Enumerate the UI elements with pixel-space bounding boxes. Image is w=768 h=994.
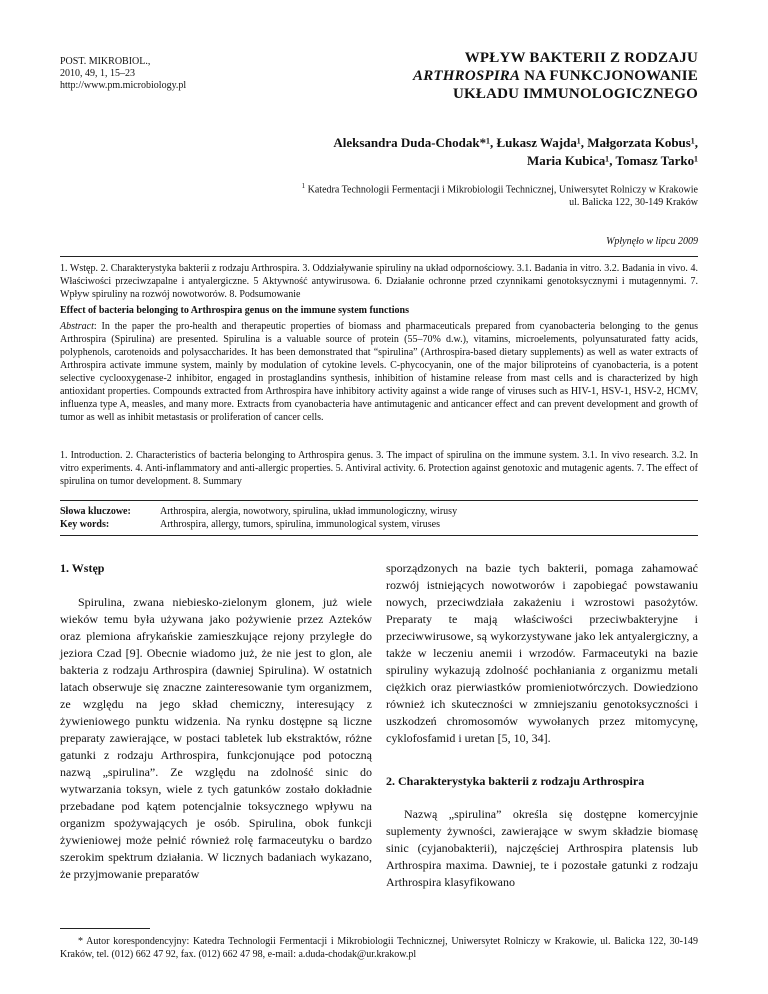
abstract-label: Abstract (60, 321, 94, 332)
title-genus: ARTHROSPIRA (412, 68, 521, 84)
title-line-3: UKŁADU IMMUNOLOGICZNEGO (452, 86, 698, 102)
title-line-2-rest: NA FUNKCJONOWANIE (520, 68, 698, 84)
right-column-paragraph: sporządzonych na bazie tych bakterii, pomaga zahamować rozwój istniejących nowotworów i zapobiegać powstawaniu nowych, przeciwdziała zakażeniu i wzrostowi pasożytów. Preparaty te mają właściwości przeciwbakteryjne i przeciwwirusowe, są wykorzystywane jako lek antyalergiczny, a także w leczeniu anemii i wrzodów. Farmaceutyki na bazie spiruliny wykazują zdolność pochłaniania z organizmu metali ciężkich oraz pierwiastków promieniotwórczych. Dowiedziono również ich skuteczności w zmniejszaniu genotoksyczności i uszkodzeń chromosomów wywołanych przez mitomycynę, cyklofosfamid i uretan [5, 10, 34]. (386, 561, 698, 745)
divider-keywords-top (60, 500, 698, 501)
keywords-en-row (60, 518, 457, 531)
affiliation-text: Katedra Technologii Fermentacji i Mikrobiologii Technicznej, Uniwersytet Rolniczy w Krakowie (307, 184, 698, 196)
section-1-heading: 1. Wstęp (60, 561, 105, 575)
keywords-pl-row (60, 505, 457, 518)
keywords-en-label: Key words: (60, 519, 110, 530)
divider-keywords-bottom (60, 535, 698, 536)
title-line-2 (338, 67, 698, 85)
section-1-paragraph: Spirulina, zwana niebiesko-zielonym glonem, już wiele wieków temu była używana jako pożywienie przez Azteków oraz plemiona afrykańskie zamieszkujące rejony przyległe do jeziora Czad [9]. Obecnie wiadomo już, że nie jest to glon, ale bakteria z rodzaju Arthrospira (dawniej Spirulina). W ostatnich latach obserwuje się znaczne zainteresowanie tym organizmem, ze względu na jego skład chemiczny, interesujący z żywieniowego punktu widzenia. Na rynku dostępne są liczne preparaty zawierające, w postaci tabletek lub ekstraktów, różne gatunki z rodzaju Arthrospira, funkcjonujące pod potoczną nazwą „spirulina”. Ze względu na zdolność sinic do wytwarzania toksyn, wiele z tych gatunków zostało dokładnie przebadane pod kątem potencjalnie toksycznego wpływu na organizm spożywających je osób. Spirulina, obok funkcji żywieniowej może pełnić również rolę farmaceutyku o bardzo szerokim spektrum działania. W licznych badaniach wykazano, że przyjmowanie preparatów (60, 595, 372, 881)
article-title (338, 49, 698, 103)
authors-line-2: Maria Kubica¹, Tomasz Tarko¹ (526, 153, 698, 168)
affiliation (138, 180, 698, 209)
authors-line-1: Aleksandra Duda-Chodak*¹, Łukasz Wajda¹, Małgorzata Kobus¹, (333, 135, 698, 150)
affiliation-line-1 (138, 180, 698, 196)
abstract-text: : In the paper the pro-health and therapeutic properties of biomass and pharmaceuticals prepared from cyanobacteria belonging to the genus Arthrospira (Spirulina) are presented. Spirulina is a valuable source of protein (55–70% d.w.), vitamins, microelements, polyunsaturated fatty acids, polyphenols, carotenoids and polysaccharides. It has been demonstrated that “spirulina” (Arthrospira-based dietary supplements) as well as water extracts of Arthrospira activate immune system, mainly by modulation of cytokine levels. C-phycocyanin, one of the major biliproteins of cyanobacteria, is a potent selective cyclooxygenase-2 inhibitor, engaged in prostaglandins synthesis, inhibition of histamine release from mast cells and is characterized by high antioxidant properties. Compounds extracted from Arthrospira have inhibitory activity against a wide range of viruses such as HIV-1, HSV-1, HSV-2, HCMV, influenza type A, measles, and many more. Extracts from cyanobacteria have antimutagenic and anticancer effect and can prevent development and growth of tumor as well as inhibit metastasis or proliferation of cancer cells. (60, 321, 698, 423)
column-left (60, 560, 372, 883)
title-line-1: WPŁYW BAKTERII Z RODZAJU (464, 50, 698, 66)
keywords-pl-label: Słowa kluczowe: (60, 506, 131, 517)
journal-url[interactable]: http://www.pm.microbiology.pl (60, 80, 187, 91)
journal-name: POST. MIKROBIOL., (60, 56, 151, 67)
abstract (60, 320, 698, 424)
keywords (60, 505, 457, 531)
footnote-divider (60, 928, 150, 929)
affiliation-marker: 1 (301, 182, 306, 190)
journal-volume: 2010, 49, 1, 15–23 (60, 68, 135, 79)
affiliation-line-2: ul. Balicka 122, 30-149 Kraków (569, 197, 698, 209)
divider-top (60, 256, 698, 257)
table-of-contents-pl: 1. Wstęp. 2. Charakterystyka bakterii z rodzaju Arthrospira. 3. Oddziaływanie spiruliny na układ odpornościowy. 3.1. Badania in vitro. 3.2. Badania in vivo. 4. Właściwości przeciwzapalne i antyalergiczne. 5 Aktywność antywirusowa. 6. Działanie ochronne przed czynnikami genotoksycznymi i mutagennymi. 7. Wpływ spiruliny na rozwój nowotworów. 8. Podsumowanie (60, 263, 698, 300)
received-date: Wpłynęło w lipcu 2009 (606, 236, 698, 247)
column-right (386, 560, 698, 891)
section-2-paragraph: Nazwą „spirulina” określa się dostępne komercyjnie suplementy żywności, zawierające w swym składzie biomasę sinic (cyjanobakterii), najczęściej Arthrospira platensis lub Arthrospira maxima. Dawniej, te i pozostałe gatunki z rodzaju Arthrospira klasyfikowano (386, 807, 698, 889)
authors (178, 134, 698, 170)
keywords-pl-value: Arthrospira, alergia, nowotwory, spirulina, układ immunologiczny, wirusy (160, 506, 458, 517)
english-title: Effect of bacteria belonging to Arthrospira genus on the immune system functions (60, 305, 409, 316)
footnote: * Autor korespondencyjny: Katedra Technologii Fermentacji i Mikrobiologii Technicznej, Uniwersytet Rolniczy w Krakowie, ul. Balicka 122, 30-149 Kraków, tel. (012) 662 47 92, fax. (012) 662 47 98, e-mail: a.duda-chodak@ur.krakow.pl (60, 936, 698, 960)
keywords-en-value: Arthrospira, allergy, tumors, spirulina, immunological system, viruses (160, 519, 440, 530)
table-of-contents-en: 1. Introduction. 2. Characteristics of bacteria belonging to Arthrospira genus. 3. The impact of spirulina on the immune system. 3.1. In vivo research. 3.2. In vitro experiments. 4. Anti-inflammatory and anti-allergic properties. 5. Antiviral activity. 6. Protection against genotoxic and mutagenic agents. 7. The effect of spirulina on tumor development. 8. Summary (60, 450, 698, 487)
section-2-heading: 2. Charakterystyka bakterii z rodzaju Arthrospira (386, 774, 645, 788)
journal-info (60, 56, 186, 92)
